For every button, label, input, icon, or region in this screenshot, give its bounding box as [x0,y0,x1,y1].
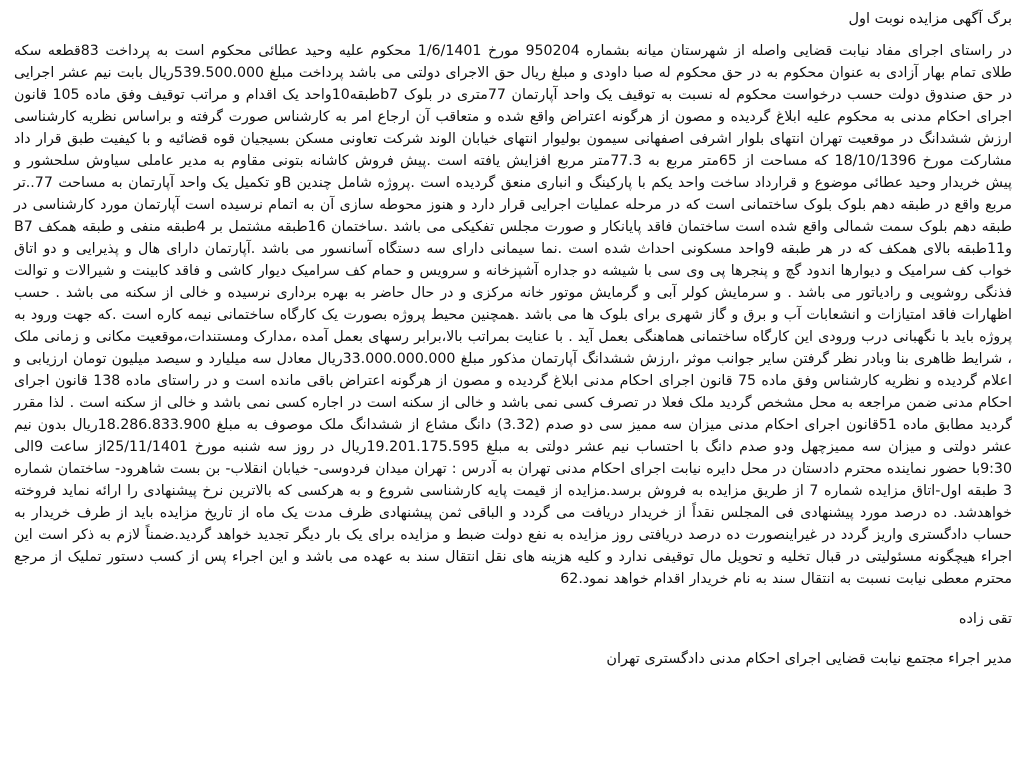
document-title: برگ آگهی مزایده نوبت اول [848,11,1012,27]
signer-name: تقی زاده [958,611,1012,627]
notice-body-paragraph: در راستای اجرای مفاد نیابت قضایی واصله از شهرستان میانه بشماره 950204 مورخ 1/6/1401 محکوم علیه وحید عطائی محکوم است به پرداخت 83قطعه سکه طلای تمام بهار آزادی به عنوان محکوم به در حق محکوم له صبا داودی و مبلغ ریال حق الاجرای دولتی می باشد پرداخت مبلغ 539.500.000ریال بابت نیم عشر اجرایی در حق صندوق دولت حسب درخواست محکوم له نسبت به توقیف یک واحد آپارتمان 77متری در بلوک b7طبقه10واحد یک اقدام و مراتب توقیف وفق ماده 105 قانون اجرای احکام مدنی به محکوم علیه ابلاغ گردیده و مصون از هرگونه اعتراض واقع شده و متعاقب آن ارجاع امر به کارشناس صورت گرفته و براساس نظریه کارشناسی ارزش ششدانگ در موقعیت تهران انتهای بلوار اشرفی اصفهانی سیمون بولیوار انتهای خیابان الوند شرکت تعاونی مسکن بسیجیان قوه قضائیه و با کیفیت طبق قرار داد مشارکت مورخ 18/10/1396 که مساحت از 65متر مربع به 77.3متر مربع افزایش یافته است .پیش فروش کاشانه بتونی مقاوم به مدیر عاملی سیاوش سلحشور و پیش خریدار وحید عطائی موضوع و قرارداد ساخت واحد یکم با پارکینگ و انباری منعق گردیده است .پروژه شامل چندین Bو تکمیل یک واحد آپارتمان به مساحت 77..تر مربع واقع در طبقه دهم بلوک بلوک ساختمانی است که در مرحله عملیات اجرایی قرار دارد و هنوز محوطه سازی آن به اتمام نرسیده است آپارتمان مورد کارشناسی در طبقه دهم بلوک سمت شمالی واقع شده است ساختمان فاقد پایانکار و صورت مجلس تفکیکی می باشد .ساختمان 16طبقه مشتمل بر 4طبقه منفی و طبقه همکف B7 و11طبقه بالای همکف که در هر طبقه 9واحد مسکونی احداث شده است .نما سیمانی دارای سه دستگاه آسانسور می باشد .آپارتمان دارای هال و پذیرایی و دو اتاق خواب کف سرامیک و دیوارها اندود گچ و پنجرها پی وی سی با شیشه دو جداره آشپزخانه و سرویس و حمام کف سرامیک دیوار کاشی و فاقد کابینت و شیرالات و توالت فذنگی روشویی و رادیاتور می باشد . و سرمایش کولر آبی و گرمایش موتور خانه مرکزی و در حال حاضر به بهره برداری نرسیده و خالی از سکنه می باشد . حسب اظهارات فاقد امتیازات و انشعابات آب و برق و گاز شهری برای بلوک ها می باشد .همچنین محیط پروژه بصورت یک کارگاه ساختمانی نیمه کاره است .که جهت ورود به پروژه باید با نگهبانی درب ورودی این کارگاه ساختمانی هماهنگی بعمل آید . با عنایت بمراتب بالا،برابر رسهای بعمل آمده ،مدارک ومستندات،موقعیت مکانی و زمانی ملک ، شرایط ظاهری بنا وبادر نظر گرفتن سایر جوانب موثر ،ارزش ششدانگ آپارتمان مذکور مبلغ 33.000.000.000ریال معادل سه میلیارد و سیصد میلیون تومان ارزیابی و اعلام گردیده و نظریه کارشناس وفق ماده 75 قانون اجرای احکام مدنی ابلاغ گردیده و مصون از هرگونه اعتراض باقی مانده است و در راستای ماده 138 قانون اجرای احکام مدنی ضمن مراجعه به محل مشخص گردید ملک فعلا در تصرف کسی نمی باشد و خالی از سکنه است در اجاره کسی نمی باشد و خالی از سکنه است . لذا مقرر گردید مطابق ماده 51قانون اجرای احکام مدنی میزان سه ممیز سی دو صدم (3.32) دانگ مشاع از ششدانگ ملک موصوف به مبلغ 18.286.833.900ریال بدون نیم عشر دولتی و میزان سه ممیزچهل ودو صدم دانگ با احتساب نیم عشر دولتی به مبلغ 19.201.175.595ریال در روز سه شنبه مورخ 25/11/1401از ساعت 9الی 9:30با حضور نماینده محترم دادستان در محل دایره نیابت اجرای احکام مدنی تهران به آدرس : تهران میدان فردوسی- خیابان انقلاب- بن بست شاهرود- ساختمان شماره 3 طبقه اول-اتاق مزایده شماره 7 از طریق مزایده به فروش برسد.مزایده از قیمت پایه کارشناسی شروع و به هرکسی که بالاترین نرخ پیشنهادی را ارائه نماید فروخته خواهدشد. ده درصد مورد پیشنهادی فی المجلس نقداً از خریدار دریافت می گردد و الباقی ثمن پیشنهادی ظرف مدت یک ماه از تاریخ مزایده باید از طرف خریدار به حساب دادگستری واریز گردد در غیراینصورت ده درصد دریافتی روز مزایده به نفع دولت ضبط و مزایده برای یک بار دیگر تجدید خواهد گردید.ضمناً لازم به ذکر است این اجراء هیچگونه مسئولیتی در قبال تخلیه و تحویل مال توقیفی ندارد و کلیه هزینه های نقل انتقال سند به عهده می باشد و این اجراء پس از کسب دستور تملیک از مرجع محترم معطی نیابت نسبت به انتقال سند به نام خریدار اقدام خواهد نمود.62 [14,43,1013,587]
issuing-authority: مدیر اجراء مجتمع نیابت قضایی اجرای احکام مدنی دادگستری تهران [606,651,1012,667]
